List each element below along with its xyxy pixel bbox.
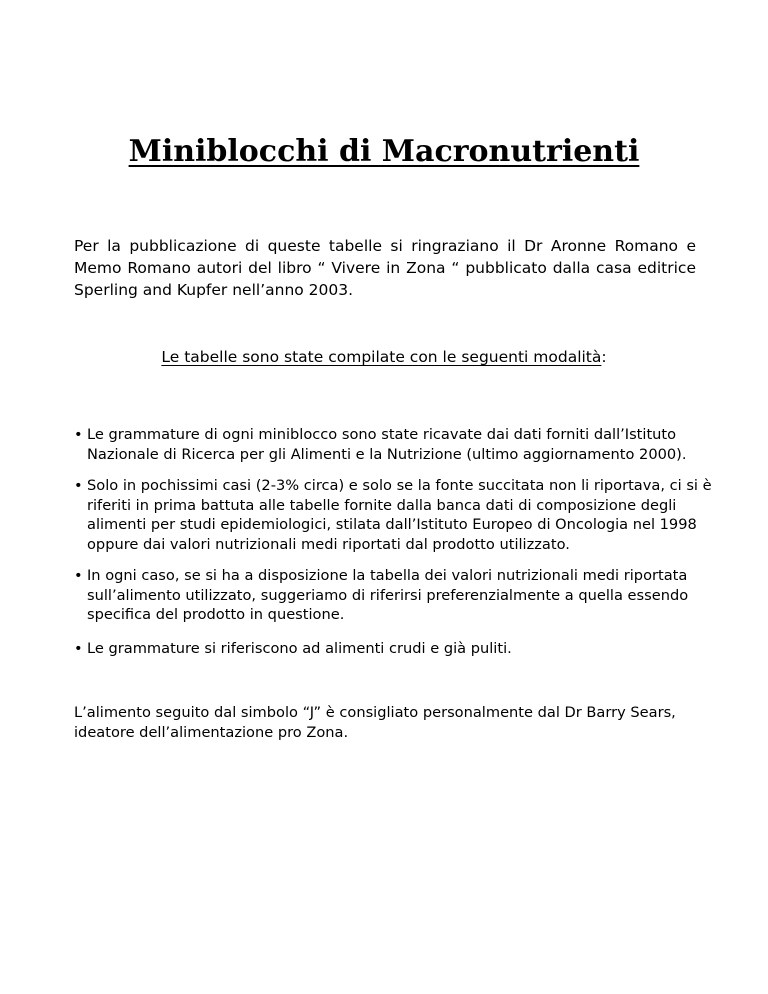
list-item: [74, 425, 714, 464]
bullet-list: [74, 425, 714, 658]
subheading-colon: :: [601, 348, 607, 366]
page-title: Miniblocchi di Macronutrienti: [128, 134, 640, 169]
subheading-text: Le tabelle sono state compilate con le seguenti modalità: [161, 348, 602, 366]
closing-paragraph: L’alimento seguito dal simbolo “J” è consigliato personalmente dal Dr Barry Sears, ideatore dell’alimentazione pro Zona.: [74, 704, 676, 741]
list-item: [74, 566, 714, 625]
intro-paragraph: Per la pubblicazione di queste tabelle si ringraziano il Dr Aronne Romano e Memo Romano autori del libro “ Vivere in Zona “ pubblicato dalla casa editrice Sperling and Kupfer nell’anno 2003.: [74, 237, 696, 299]
list-item-text: Solo in pochissimi casi (2-3% circa) e solo se la fonte succitata non li riportava, ci si è riferiti in prima battuta alle tabelle fornite dalla banca dati di composizione degli alimenti per studi epidemiologici, stilata dall’Istituto Europeo di Oncologia nel 1998 oppure dai valori nutrizionali medi riportati dal prodotto utilizzato.: [87, 477, 712, 553]
bullet-icon: •: [74, 426, 83, 443]
bullet-icon: •: [74, 567, 83, 584]
subheading: [0, 347, 768, 367]
list-item: [74, 639, 714, 659]
list-item-text: In ogni caso, se si ha a disposizione la tabella dei valori nutrizionali medi riportata sull’alimento utilizzato, suggeriamo di riferirsi preferenzialmente a quella essendo specifica del prodotto in questione.: [87, 567, 689, 623]
bullet-icon: •: [74, 477, 83, 494]
list-item-text: Le grammature di ogni miniblocco sono state ricavate dai dati forniti dall’Istituto Nazionale di Ricerca per gli Alimenti e la Nutrizione (ultimo aggiornamento 2000).: [87, 426, 687, 463]
bullet-icon: •: [74, 639, 83, 657]
list-item: [74, 476, 714, 554]
list-item-text: Le grammature si riferiscono ad alimenti crudi e già puliti.: [87, 639, 512, 657]
